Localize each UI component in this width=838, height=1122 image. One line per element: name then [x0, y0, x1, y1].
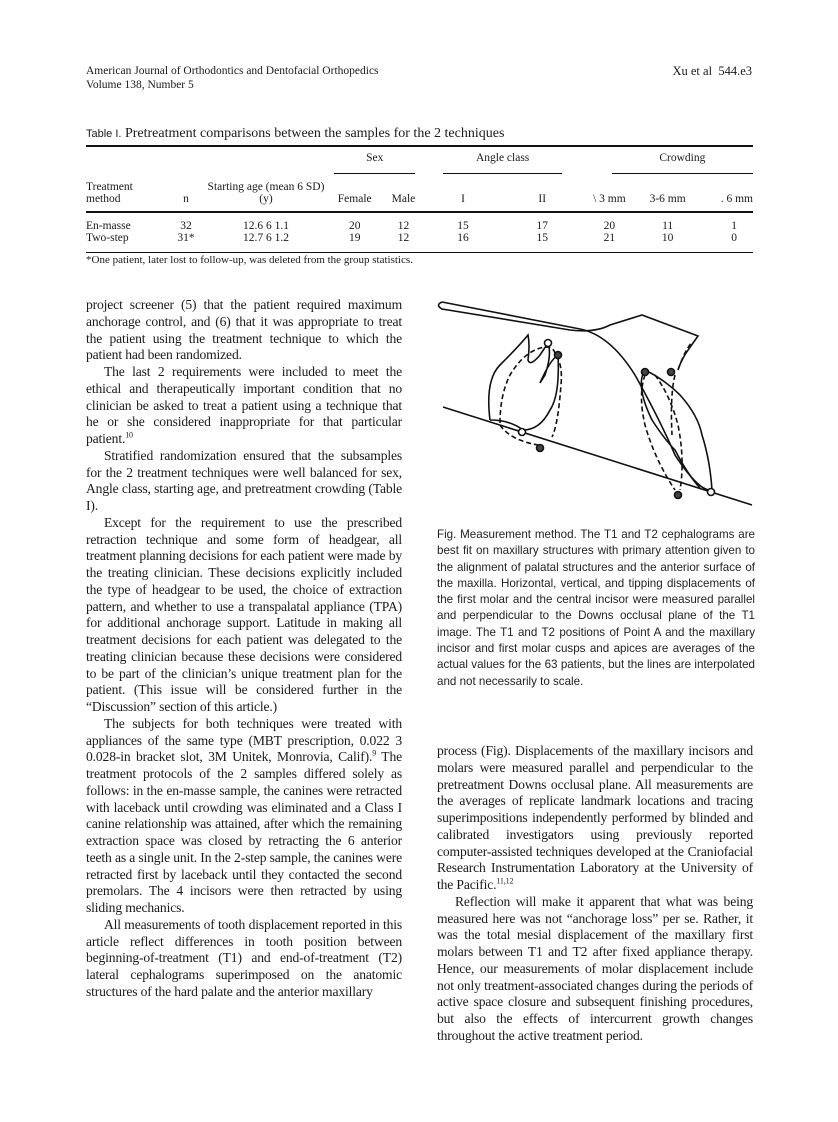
running-header-right	[672, 64, 752, 78]
col-header: n	[183, 193, 189, 205]
citation[interactable]: 11,12	[496, 876, 514, 886]
author: Xu et al	[672, 64, 713, 78]
running-header-left	[86, 64, 379, 92]
point-filled	[642, 369, 649, 376]
cell: 12.7 6 1.2	[243, 232, 289, 244]
col-header: Male	[391, 193, 416, 205]
point-open	[708, 489, 715, 496]
col-header: Female	[337, 193, 372, 205]
paragraph: The subjects for both techniques were treated with appliances of the same type (MBT prescription, 0.022 3 0.028-in bracket slot, 3M Unitek, Monrovia, Calif).$^9$ The treatment protocols of the 2 samples differed solely as follows: in the en-masse sample, the canines were retracted with laceback until crowding was eliminated and a Class I canine relationship was attained, after which the remaining extraction space was closed by retracting the 6 anterior teeth as a single unit. In the 2-step sample, the canines were retracted first by laceback until they contacted the second premolars. The 4 incisors were then retracted by using sliding mechanics.	[86, 715, 402, 915]
occlusal-plane	[443, 407, 752, 505]
point-filled	[537, 445, 544, 452]
point-filled	[675, 492, 682, 499]
cell: 21	[603, 232, 616, 244]
paragraph: Except for the requirement to use the prescribed retraction technique and some form of headgear, all treatment planning decisions for each patient were made by the treating clinician. These decisions explicitly included the type of headgear to be used, the choice of extraction pattern, and whether to use a transpalatal appliance (TPA) for additional anchorage support. Latitude in making all treatment decisions for each patient was delegated to the treating clinician because these decisions were considered to be part of the clinician’s unique treatment plan for the patient. (This issue will be considered further in the “Discussion” section of this article.)	[86, 514, 402, 714]
col-header: Starting age (mean 6 SD) (y)	[207, 181, 325, 205]
palate-outline	[439, 302, 699, 370]
volume-info: Volume 138, Number 5	[86, 79, 194, 91]
paragraph: Stratified randomization ensured that the subsamples for the 2 treatment techniques were well balanced for sex, Angle class, starting age, and pretreatment crowding (Table I).	[86, 447, 402, 513]
group-header-crowding: Crowding	[612, 152, 753, 174]
cell: 12	[397, 232, 410, 244]
table-link[interactable]: Table I	[86, 481, 402, 513]
table-label: Table I.	[86, 128, 122, 140]
table-row	[86, 212, 753, 232]
point-filled	[668, 369, 675, 376]
cell: 19	[348, 232, 361, 244]
cell: 17	[536, 220, 548, 232]
molar-t1	[489, 335, 559, 430]
left-column	[86, 297, 402, 1001]
paragraph: All measurements of tooth displacement reported in this article reflect differences in tooth position between beginning-of-treatment (T1) and end-of-treatment (T2) lateral cephalograms superimposed on the anatomic structures of the hard palate and the anterior maxillary	[86, 916, 402, 999]
cell: 15	[536, 232, 548, 244]
journal-name: American Journal of Orthodontics and Dentofacial Orthopedics	[86, 65, 379, 77]
col-header: I	[461, 193, 465, 205]
citation[interactable]: 9	[372, 748, 377, 758]
group-header-angle: Angle class	[443, 152, 561, 174]
paragraph: project screener (5) that the patient required maximum anchorage control, and (6) that it was appropriate to treat the patient using the treatment technique to which the patient had been randomized.	[86, 297, 402, 363]
col-header: II	[538, 193, 547, 205]
paragraph: The last 2 requirements were included to meet the ethical and therapeutically important condition that no clinician be asked to treat a patient using a technique that he or she considered inappropriate for that particular patient.$^{10}$	[86, 364, 402, 446]
table-title: Pretreatment comparisons between the samples for the 2 techniques	[124, 126, 505, 141]
point-filled	[555, 352, 562, 359]
citation[interactable]: 10	[125, 430, 133, 440]
cell: 0	[731, 232, 737, 244]
col-header: Treatment method	[86, 181, 133, 205]
cell: 11	[662, 220, 674, 232]
cell: 15	[457, 220, 469, 232]
cell: 20	[348, 220, 361, 232]
point-open	[545, 340, 552, 347]
cell: 20	[603, 220, 616, 232]
cell: Two-step	[86, 232, 129, 244]
cell: 31*	[177, 232, 195, 244]
data-table	[86, 145, 753, 253]
page-number: 544.e3	[718, 64, 752, 78]
incisor-t1	[641, 370, 712, 490]
table-caption	[86, 126, 504, 142]
point-open	[519, 429, 526, 436]
measurement-figure	[430, 285, 760, 515]
figure-link[interactable]: Fig	[485, 743, 504, 758]
paragraph: Reflection will make it apparent that what was being measured here was not “anchorage loss” per se. Rather, it was the total mesial displacement of the maxillary first molars between T1 and T2 after fixed appliance therapy. Hence, our measurements of molar displacement include not only treatment-associated changes during the periods of active space closure and subsequent finishing procedures, but also the effects of intercurrent growth changes throughout the active treatment period.	[437, 893, 753, 1043]
cell: 32	[180, 220, 192, 232]
col-header: \ 3 mm	[593, 193, 626, 205]
cell: 1	[731, 220, 737, 232]
cell: 12.6 6 1.1	[243, 220, 289, 232]
table-row	[86, 232, 753, 252]
paragraph: process (Fig). Displacements of the maxillary incisors and molars were measured parallel and perpendicular to the pretreatment Downs occlusal plane. All measurements are the averages of replicate landmark locations and tracing superimpositions independently performed by blinded and calibrated investigators using previously reported computer-assisted techniques developed at the Craniofacial Research Instrumentation Laboratory at the University of the Pacific.$^{11,12}$	[437, 743, 754, 892]
cell: 10	[661, 232, 674, 244]
group-header-sex: Sex	[334, 152, 415, 174]
cell: 12	[397, 220, 410, 232]
cell: 16	[457, 232, 469, 244]
col-header: 3-6 mm	[649, 193, 686, 205]
figure-caption: Fig. Measurement method. The T1 and T2 cephalograms are best fit on maxillary structures with primary attention given to the alignment of palatal structures and the anterior surface of the maxilla. Horizontal, vertical, and tipping displacements of the first molar and the central incisor were measured parallel and perpendicular to the Downs occlusal plane of the T1 image. The T1 and T2 positions of Point A and the maxillary incisor and first molar cusps and apices are averages of the actual values for the 63 patients, but the lines are interpolated and not necessarily to scale.	[437, 528, 755, 688]
cell: En-masse	[86, 220, 131, 232]
table-footnote: *One patient, later lost to follow-up, was deleted from the group statistics.	[86, 254, 413, 266]
right-column	[437, 743, 753, 1045]
col-header: . 6 mm	[720, 193, 753, 205]
